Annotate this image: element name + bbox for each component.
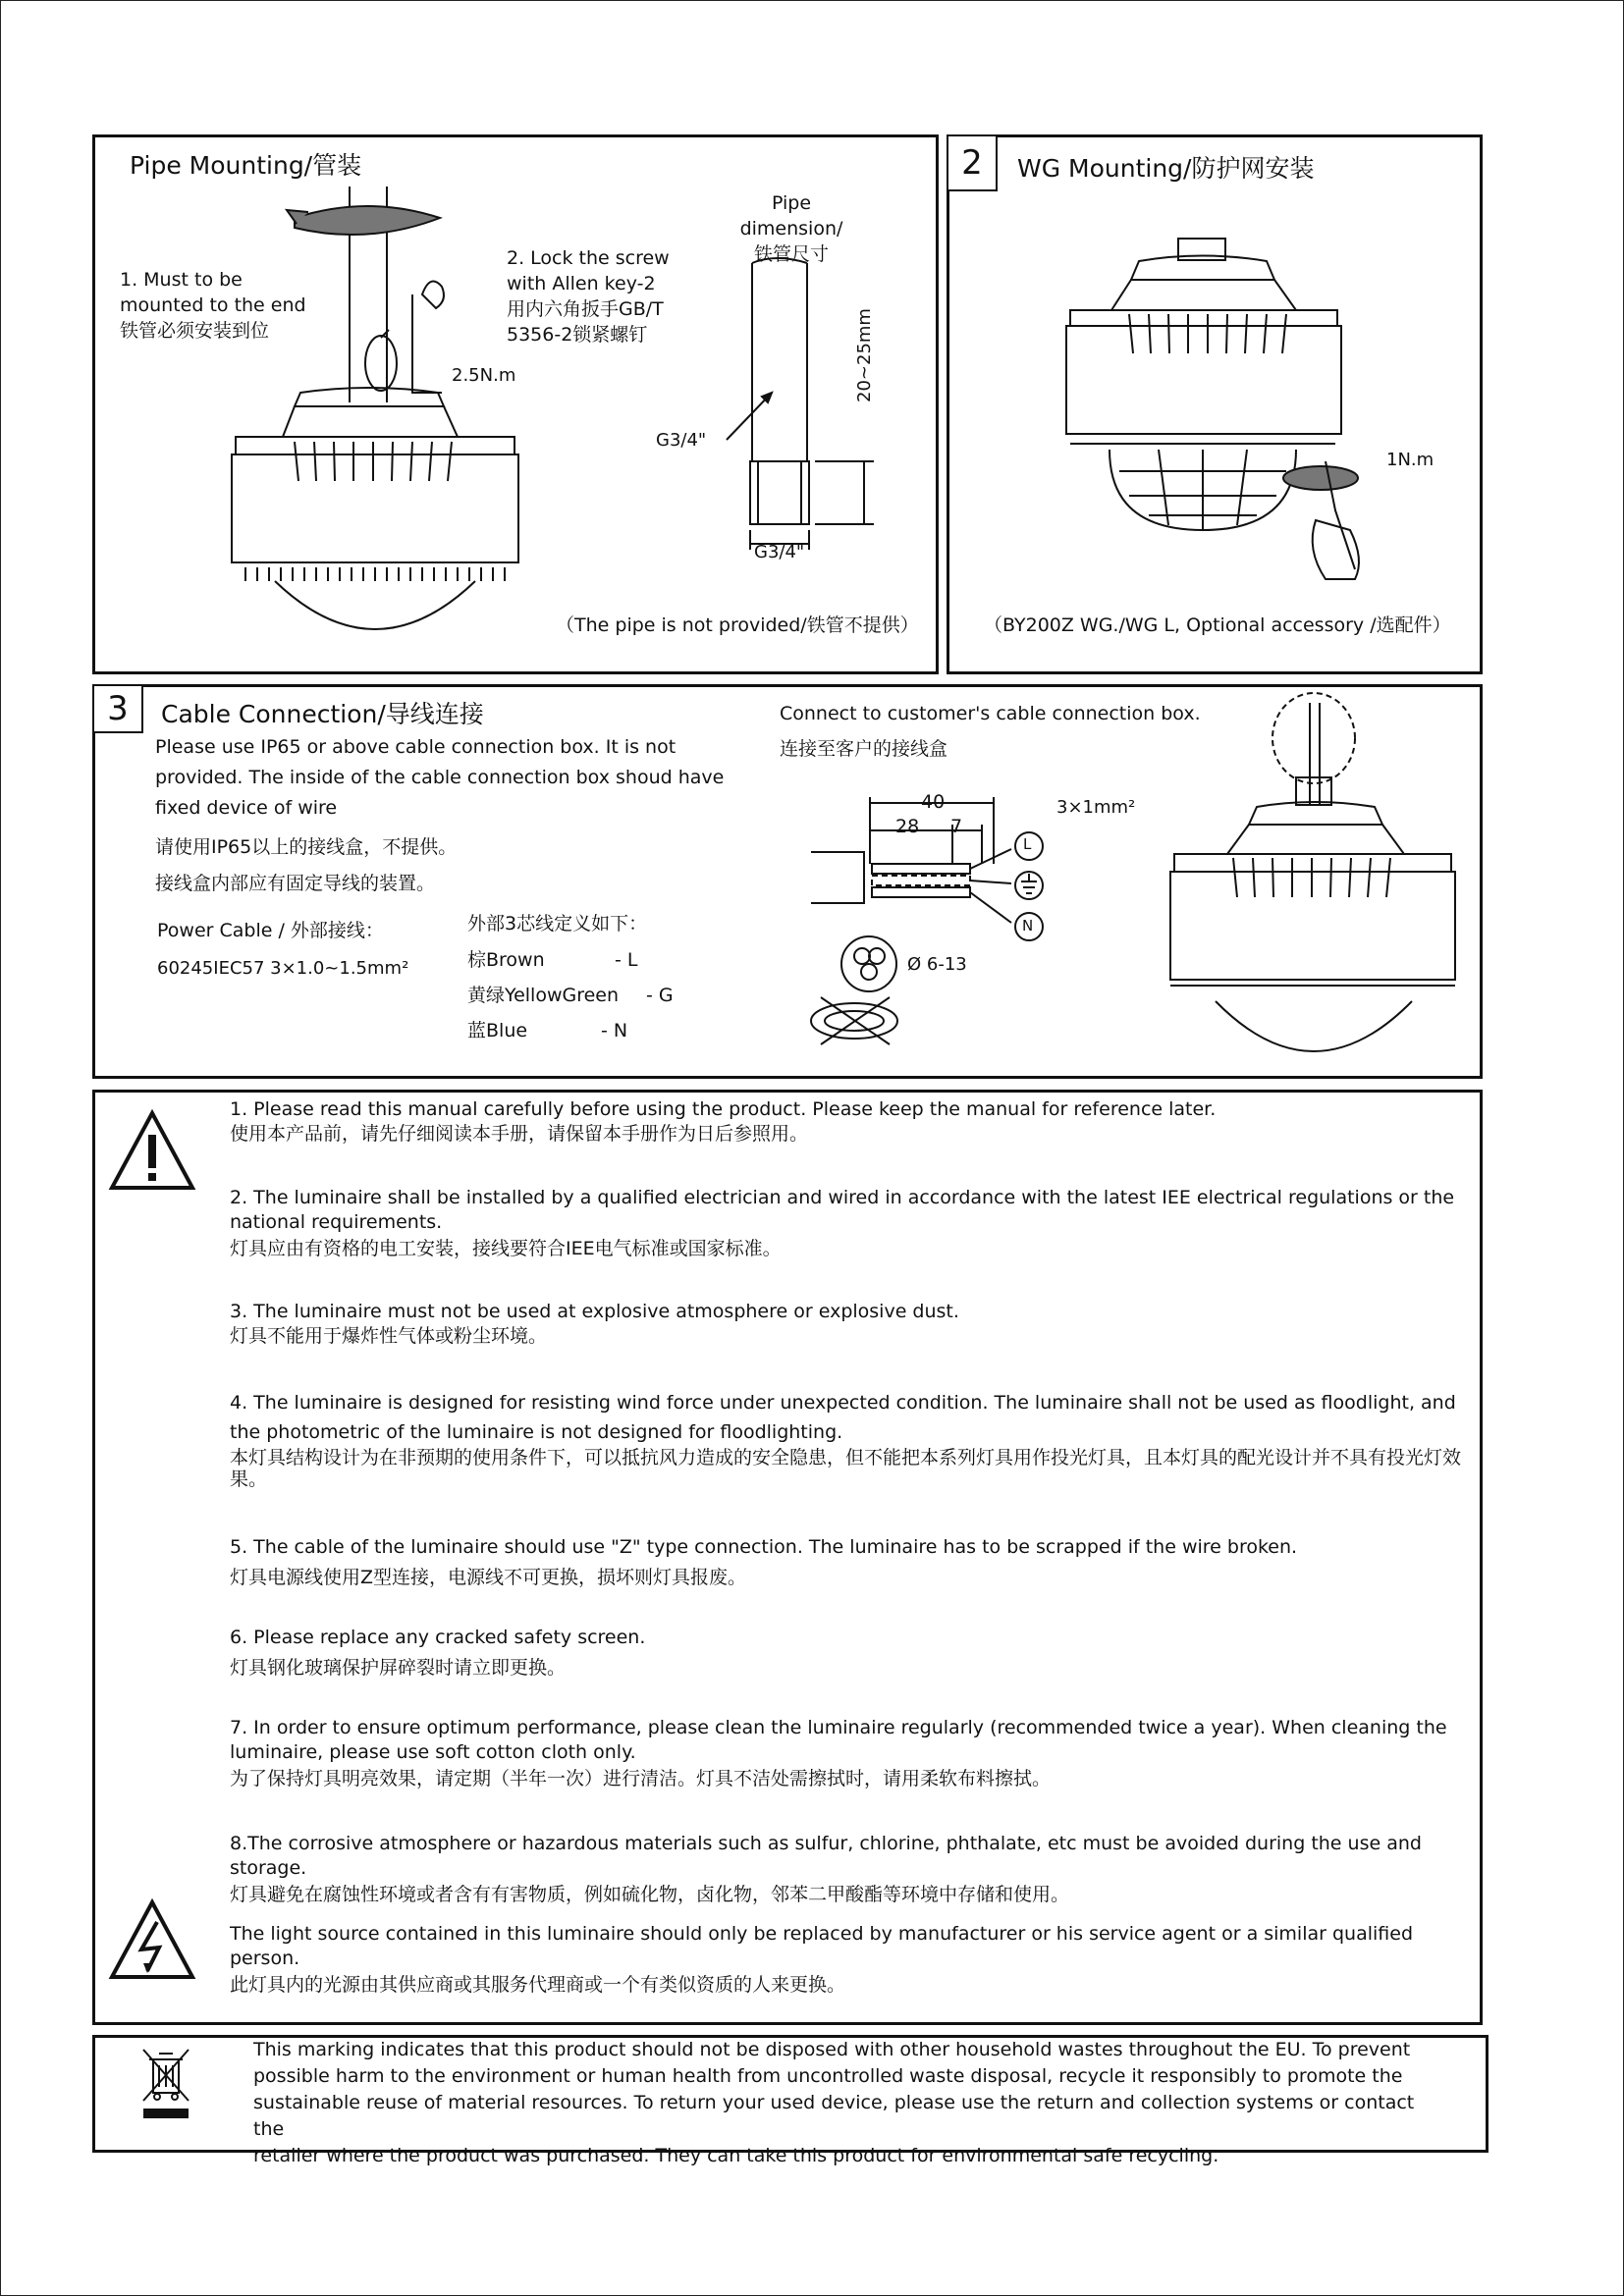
pipe-dimension-title: Pipe dimension/ 铁管尺寸: [739, 192, 843, 265]
warning-triangle-icon: [108, 1109, 196, 1192]
safety-note-3: 3. The luminaire must not be used at explosive atmosphere or explosive dust. 灯具不能用于爆炸性气体或粉尘环境。: [230, 1301, 959, 1347]
core-yellowgreen: 黄绿YellowGreen - G: [467, 985, 674, 1006]
wg-mounting-title: WG Mounting/防护网安装: [1017, 154, 1315, 183]
cable-diameter-label: Ø 6-13: [907, 954, 967, 975]
weee-disposal-text: This marking indicates that this product should not be disposed with other household wastes throughout the EU. To prevent possible harm to the environment or human health from uncontrolled waste disposal, recycle it responsibly to promote the sustainable reuse of material resources. To return your used device, please use the return and collection systems or contact the retailer where the product was purchased. They can take this product for environmental safe recycling.: [253, 2039, 1415, 2166]
pipe-step1-text: 1. Must to be mounted to the end 铁管必须安装到位: [120, 269, 306, 342]
dim-40-label: 40: [921, 791, 946, 813]
connect-box-en: Connect to customer's cable connection box.: [780, 703, 1201, 724]
core-list: [467, 942, 674, 1048]
safety-note-1: 1. Please read this manual carefully before using the product. Please keep the manual for reference later. 使用本产品前，请先仔细阅读本手册，请保留本手册作为日后参照用。: [230, 1098, 1217, 1145]
cable-step-number: 3: [92, 684, 143, 733]
safety-note-2: 2. The luminaire shall be installed by a qualified electrician and wired in accordance with the latest IEE electrical regulations or the national requirements. 灯具应由有资格的电工安装，接线要符合IEE电气标准或国家标准。: [230, 1187, 1455, 1259]
terminal-L-label: L: [1023, 835, 1032, 853]
wg-mounting-panel: [947, 134, 1483, 674]
power-cable-label: Power Cable / 外部接线：: [157, 920, 384, 941]
safety-note-4: 4. The luminaire is designed for resisting wind force under unexpected condition. The luminaire shall not be used as floodlight, and the photometric of the luminaire is not designed for floodlighting. 本灯具结构设计为在非预期的使用条件下，可以抵抗风力造成的安全隐患，但不能把本系列灯具用作投光灯具，且本灯具的配光设计并不具有投光灯效果。: [230, 1392, 1462, 1490]
safety-note-6: 6. Please replace any cracked safety screen. 灯具钢化玻璃保护屏碎裂时请立即更换。: [230, 1627, 646, 1679]
wg-torque-label: 1N.m: [1386, 450, 1435, 470]
light-source-note: The light source contained in this luminaire should only be replaced by manufacturer or his service agent or a similar qualified person. 此灯具内的光源由其供应商或其服务代理商或一个有类似资质的人来更换。: [230, 1923, 1414, 1996]
safety-note-8: 8.The corrosive atmosphere or hazardous materials such as sulfur, chlorine, phthalate, etc must be avoided during the use and storage. 灯具避免在腐蚀性环境或者含有有害物质，例如硫化物，卤化物，邻苯二甲酸酯等环境中存储和使用。: [230, 1833, 1422, 1905]
thread-label-bottom: G3/4": [754, 542, 805, 562]
cable-connection-title: Cable Connection/导线连接: [161, 700, 484, 728]
pipe-length-label: 20~25mm: [854, 308, 875, 402]
safety-note-5: 5. The cable of the luminaire should use "Z" type connection. The luminaire has to be scrapped if the wire broken. 灯具电源线使用Z型连接，电源线不可更换，损坏则灯具报废。: [230, 1536, 1298, 1588]
wg-optional-note: （BY200Z WG./WG L, Optional accessory /选配件）: [984, 614, 1451, 636]
power-cable-spec: 60245IEC57 3×1.0~1.5mm²: [157, 958, 409, 979]
pipe-step2-text: 2. Lock the screw with Allen key-2 用内六角扳手GB/T 5356-2锁紧螺钉: [507, 247, 670, 346]
pipe-torque-label: 2.5N.m: [452, 365, 516, 386]
electric-hazard-icon: [108, 1898, 196, 1981]
pipe-mounting-title: Pipe Mounting/管装: [130, 151, 362, 180]
thread-label: G3/4": [656, 430, 707, 451]
pipe-not-provided-note: （The pipe is not provided/铁管不提供）: [556, 614, 919, 636]
crossed-bin-icon: [139, 2046, 192, 2124]
wire-spec-label: 3×1mm²: [1056, 797, 1136, 818]
dim-7-label: 7: [950, 816, 963, 837]
safety-note-7: 7. In order to ensure optimum performance, please clean the luminaire regularly (recommended twice a year). When cleaning the luminaire, please use soft cotton cloth only. 为了保持灯具明亮效果，请定期（半年一次）进行清洁。灯具不洁处需擦拭时，请用柔软布料擦拭。: [230, 1717, 1447, 1789]
dim-28-label: 28: [895, 816, 920, 837]
terminal-N-label: N: [1022, 917, 1034, 934]
wg-step-number: 2: [947, 134, 998, 191]
core-definition-title: 外部3芯线定义如下：: [467, 913, 648, 934]
connect-box-cn: 连接至客户的接线盒: [780, 738, 948, 760]
core-brown: 棕Brown - L: [467, 949, 638, 971]
cable-description-cn: 请使用IP65以上的接线盒，不提供。 接线盒内部应有固定导线的装置。: [155, 836, 458, 894]
core-blue: 蓝Blue - N: [467, 1020, 628, 1041]
cable-description-en: Please use IP65 or above cable connection box. It is not provided. The inside of the cable connection box shoud have fixed device of wire: [155, 736, 725, 819]
